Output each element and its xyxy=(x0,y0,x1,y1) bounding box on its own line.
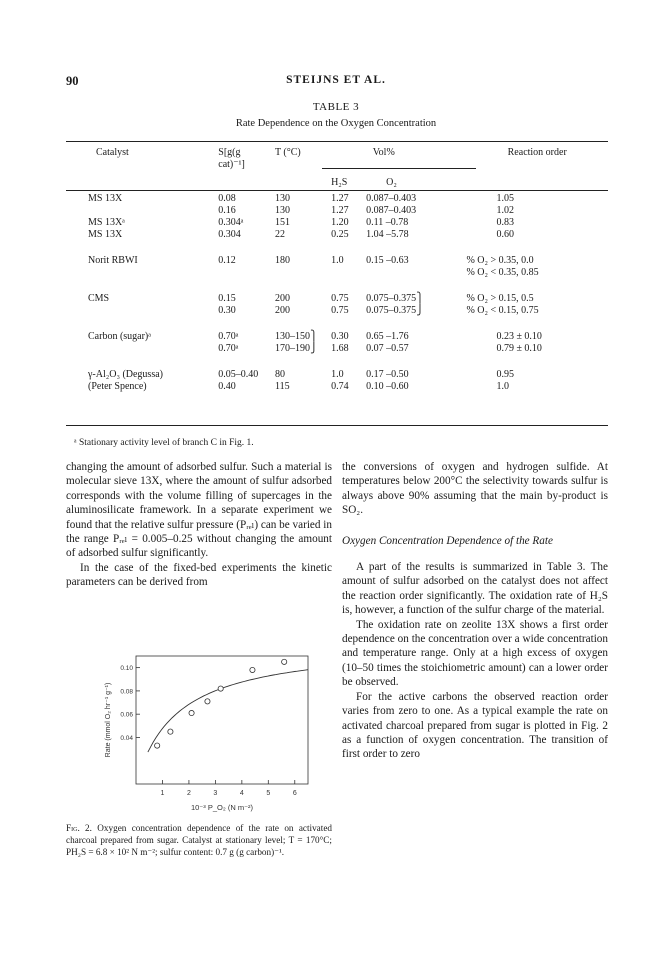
table-footnote: ᵃ Stationary activity level of branch C in Fig. 1. xyxy=(74,438,254,448)
table-top-rule xyxy=(66,141,608,142)
left-paragraph-1: changing the amount of adsorbed sulfur. Such a material is molecular sieve 13X, where the amount of sulfur adsorbed corresponds with the volume filling of supercages in the aluminosilicate framework. In a separate experiment we found that the relative sulfur pressure (Pᵣₑₗ) can be varied in the range Pᵣₑₗ = 0.005–0.25 without changing the amount of adsorbed sulfur significantly. xyxy=(66,461,332,560)
x-tick-label: 3 xyxy=(213,790,218,797)
y-tick-label: 0.04 xyxy=(120,734,133,742)
table-cell-catalyst: CMS xyxy=(88,293,110,304)
data-table xyxy=(66,147,608,393)
table-cell-h2s: 1.0 xyxy=(331,369,344,380)
table-label: TABLE 3 xyxy=(312,101,360,113)
data-point xyxy=(155,743,160,748)
header-temp: T (°C) xyxy=(274,147,301,158)
right-paragraph-1: the conversions of oxygen and hydrogen sulfide. At temperatures below 200°C the selectivity towards sulfur is always above 90% assuming that the main by-product is SO₂. xyxy=(342,461,608,517)
table-cell-h2s: 0.25 xyxy=(331,229,349,240)
table-cell-order: % O₂ > 0.35, 0.0 xyxy=(466,255,534,266)
table-cell-order: 0.95 xyxy=(496,369,514,380)
x-tick-label: 5 xyxy=(266,790,271,797)
table-cell-h2s xyxy=(331,267,366,279)
table-cell-h2s: 1.68 xyxy=(331,343,349,354)
data-point xyxy=(218,686,223,691)
plot-frame xyxy=(136,656,308,784)
header-vol: Vol% xyxy=(372,147,395,158)
table-cell-h2s: 1.27 xyxy=(331,193,349,204)
table-cell-h2s: 0.30 xyxy=(331,331,349,342)
figure-2-chart xyxy=(92,648,324,816)
table-cell-order: 1.0 xyxy=(496,381,509,392)
header-s: S[g(g cat)⁻¹] xyxy=(218,147,245,170)
table-cell-h2s: 1.0 xyxy=(331,255,344,266)
table-cell-t xyxy=(275,267,331,279)
y-tick-label: 0.08 xyxy=(120,688,133,696)
table-row xyxy=(66,217,608,229)
table-row xyxy=(66,189,608,205)
table-cell-s: 0.08 xyxy=(218,193,236,204)
table-cell-catalyst: γ-Al₂O₃ (Degussa) xyxy=(88,369,163,380)
table-cell-t: 180 xyxy=(274,255,290,266)
header-o2: O₂ xyxy=(386,177,397,188)
table-cell-o2: 0.17 –0.50 xyxy=(366,369,409,380)
table-cell-s: 0.40 xyxy=(218,381,236,392)
running-head: STEIJNS ET AL. xyxy=(286,74,386,86)
table-cell-o2: 0.15 –0.63 xyxy=(366,255,409,266)
figure-caption xyxy=(66,822,332,859)
table-cell-s: 0.304ᵃ xyxy=(218,217,244,228)
right-paragraph-2: A part of the results is summarized in Table 3. The amount of sulfur adsorbed on the catalyst does not affect the reaction order significantly. The oxidation rate of H₂S is, however, a function of the sulfur charge of the material. xyxy=(342,561,608,617)
data-point xyxy=(250,667,255,672)
table-cell-s: 0.15 xyxy=(218,293,236,304)
header-order: Reaction order xyxy=(507,147,567,158)
data-point xyxy=(282,659,287,664)
table-cell-h2s: 0.75 xyxy=(331,293,349,304)
table-cell-t: 200 xyxy=(274,293,290,304)
table-cell-s xyxy=(218,267,275,279)
x-tick-label: 4 xyxy=(239,790,244,797)
table-cell-o2: 0.07 –0.57 xyxy=(366,343,409,354)
page-number: 90 xyxy=(66,74,79,88)
table-cell-t: 130 xyxy=(274,205,290,216)
table-cell-t: 130–150⎫ xyxy=(274,331,318,342)
table-row xyxy=(66,343,608,355)
header-h2s: H₂S xyxy=(331,177,348,188)
table-cell-order: 0.23 ± 0.10 xyxy=(496,331,542,342)
figure-caption-text: Oxygen concentration dependence of the rate on activated charcoal prepared from sugar. Catalyst at stationary level; T = 170°C; PH₂S = 6.8 × 10² N m⁻²; sulfur content: 0.7 g (g carbon)⁻¹. xyxy=(66,823,332,858)
table-cell-o2: 1.04 –5.78 xyxy=(366,229,409,240)
y-tick-label: 0.06 xyxy=(120,711,133,719)
table-cell-h2s: 0.74 xyxy=(331,381,349,392)
table-row xyxy=(66,267,608,279)
table-cell-s: 0.304 xyxy=(218,229,241,240)
table-cell-o2: 0.075–0.375⎫ xyxy=(366,293,424,304)
data-point xyxy=(205,699,210,704)
section-heading: Oxygen Concentration Dependence of the Rate xyxy=(342,534,553,547)
data-point xyxy=(189,710,194,715)
header-catalyst: Catalyst xyxy=(96,147,129,158)
figure-caption-label: Fig. 2. xyxy=(66,823,92,833)
table-cell-o2 xyxy=(366,267,466,279)
table-cell-order: 0.60 xyxy=(496,229,514,240)
table-cell-catalyst: MS 13X xyxy=(88,229,123,240)
fit-curve xyxy=(148,670,308,752)
table-cell-catalyst: Carbon (sugar)ᵃ xyxy=(88,331,151,342)
table-cell-t: 130 xyxy=(274,193,290,204)
right-paragraph-3: The oxidation rate on zeolite 13X shows a first order dependence on the concentration over a wide concentration and temperature range. Only at a high excess of oxygen (10–50 times the stoichiometric amount) can a lower order be observed. xyxy=(342,618,608,689)
table-row xyxy=(66,381,608,393)
table-row xyxy=(66,229,608,241)
x-axis-label: 10⁻³ P_O₂ (N m⁻²) xyxy=(190,803,254,812)
table-cell-t: 170–190⎭ xyxy=(274,343,318,354)
left-column xyxy=(66,460,332,590)
table-cell-order: % O₂ < 0.15, 0.75 xyxy=(466,305,539,316)
table-cell-h2s: 1.20 xyxy=(331,217,349,228)
table-cell-catalyst: MS 13Xᵃ xyxy=(88,217,125,228)
table-cell-o2: 0.087–0.403 xyxy=(366,205,417,216)
table-cell-catalyst xyxy=(66,343,218,355)
table-cell-s: 0.16 xyxy=(218,205,236,216)
table-cell-o2: 0.11 –0.78 xyxy=(366,217,409,228)
table-row xyxy=(66,279,608,305)
left-paragraph-2: In the case of the fixed-bed experiments the kinetic parameters can be derived from xyxy=(66,561,332,589)
table-cell-s: 0.70ᵃ xyxy=(218,343,239,354)
table-cell-s: 0.12 xyxy=(218,255,236,266)
table-header-row xyxy=(66,147,608,171)
table-cell-catalyst: MS 13X xyxy=(88,193,123,204)
table-cell-order: 0.79 ± 0.10 xyxy=(496,343,542,354)
table-caption: Rate Dependence on the Oxygen Concentration xyxy=(235,118,437,129)
table-row xyxy=(66,305,608,317)
table-cell-order: 0.83 xyxy=(496,217,514,228)
table-cell-t: 22 xyxy=(274,229,285,240)
table-subheader-row xyxy=(66,171,608,189)
table-row xyxy=(66,355,608,381)
table-cell-s: 0.05–0.40 xyxy=(218,369,259,380)
table-row xyxy=(66,205,608,217)
table-row xyxy=(66,317,608,343)
table-cell-o2: 0.075–0.375⎭ xyxy=(366,305,424,316)
table-cell-o2: 0.10 –0.60 xyxy=(366,381,409,392)
table-cell-h2s: 0.75 xyxy=(331,305,349,316)
table-cell-catalyst xyxy=(66,205,218,217)
table-cell-o2: 0.65 –1.76 xyxy=(366,331,409,342)
data-point xyxy=(168,729,173,734)
table-cell-catalyst xyxy=(66,305,218,317)
table-cell-s: 0.70ᵃ xyxy=(218,331,239,342)
right-column xyxy=(342,460,608,762)
y-tick-label: 0.10 xyxy=(120,665,133,673)
table-cell-catalyst: (Peter Spence) xyxy=(88,381,147,392)
x-tick-label: 2 xyxy=(186,790,191,797)
table-cell-t: 200 xyxy=(274,305,290,316)
table-cell-t: 151 xyxy=(274,217,290,228)
table-bottom-rule xyxy=(66,425,608,426)
table-cell-h2s: 1.27 xyxy=(331,205,349,216)
table-cell-s: 0.30 xyxy=(218,305,236,316)
table-cell-t: 115 xyxy=(274,381,290,392)
x-tick-label: 1 xyxy=(160,790,165,797)
table-cell-t: 80 xyxy=(274,369,285,380)
table-cell-o2: 0.087–0.403 xyxy=(366,193,417,204)
x-tick-label: 6 xyxy=(292,790,297,797)
table-cell-order: 1.05 xyxy=(496,193,514,204)
table-row xyxy=(66,241,608,267)
table-cell-order: % O₂ > 0.15, 0.5 xyxy=(466,293,534,304)
table-cell-order: % O₂ < 0.35, 0.85 xyxy=(466,267,539,278)
table-cell-catalyst: Norit RBWI xyxy=(88,255,138,266)
table-cell-catalyst xyxy=(66,267,218,279)
y-axis-label: Rate (mmol O₂ hr⁻¹ g⁻¹) xyxy=(105,682,112,758)
table-cell-order: 1.02 xyxy=(496,205,514,216)
right-paragraph-4: For the active carbons the observed reaction order varies from zero to one. As a typical example the rate on activated charcoal prepared from sugar is plotted in Fig. 2 as a function of oxygen concentration. The transition of first order to zero xyxy=(342,690,608,761)
